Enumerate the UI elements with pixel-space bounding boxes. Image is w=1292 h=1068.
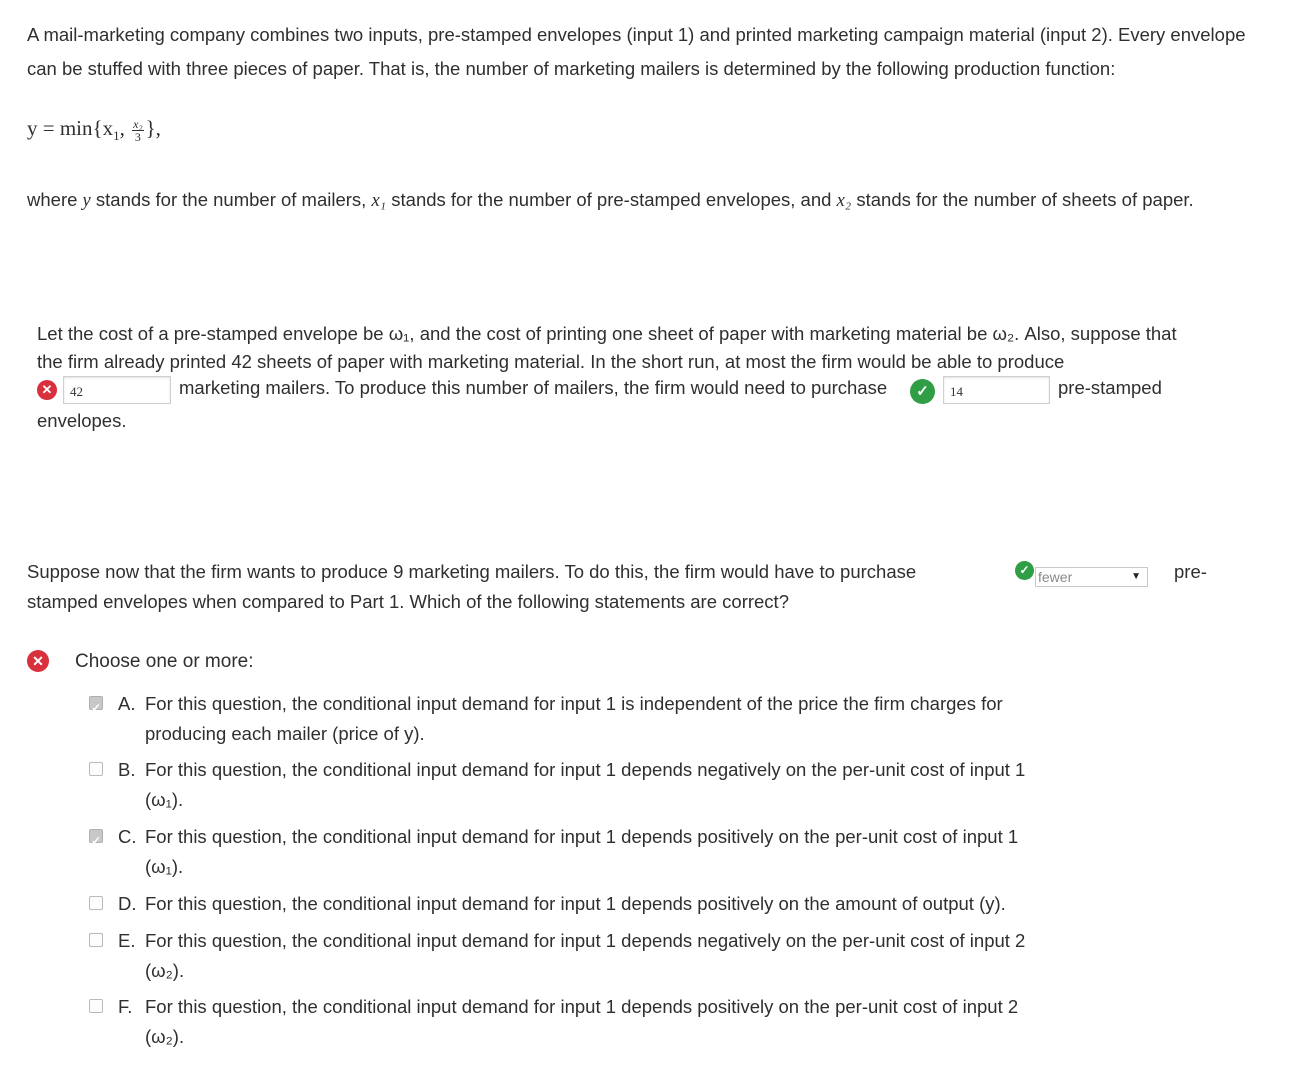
part1-tail-text: pre-stamped [1058, 377, 1162, 398]
option-text: For this question, the conditional input demand for input 1 depends negatively on the per-unit cost of input 2 [145, 930, 1026, 951]
option-text-cont: (ω₂). [145, 960, 185, 981]
choose-label: Choose one or more: [75, 651, 254, 672]
option-text-cont: producing each mailer (price of y). [145, 723, 425, 744]
checkbox-b[interactable] [89, 762, 103, 776]
correct-icon: ✓ [910, 379, 935, 404]
option-letter: C. [118, 826, 137, 847]
formula-comma: , [119, 116, 125, 140]
part2-after-text: pre- [1174, 561, 1207, 582]
var-y: y [82, 191, 91, 211]
where-text: stands for the number of pre-stamped envelopes, and [391, 189, 832, 210]
option-letter: E. [118, 930, 136, 951]
envelopes-input[interactable]: 14 [943, 376, 1050, 404]
checkbox-a[interactable] [89, 696, 103, 710]
wrong-icon: ✕ [27, 650, 49, 672]
part1-tail2-text: envelopes. [37, 410, 127, 431]
intro-text: A mail-marketing company combines two inputs, pre-stamped envelopes (input 1) and printed marketing campaign material (input 2). Every envelope can be stuffed with three pieces of paper. That is, the number of marketing mailers is determined by the following production function: [27, 24, 1246, 79]
wrong-icon: ✕ [37, 380, 57, 400]
where-text: where [27, 189, 78, 210]
var-x2: x₂ [836, 191, 852, 211]
option-letter: D. [118, 893, 137, 914]
mailers-input[interactable]: 42 [63, 376, 171, 404]
option-text-cont: (ω₁). [145, 856, 184, 877]
where-text: stands for the number of mailers, [95, 189, 367, 210]
formula-fraction [132, 118, 144, 143]
var-x1: x₁ [371, 191, 387, 211]
variable-definitions [27, 189, 1194, 212]
option-text: For this question, the conditional input demand for input 1 depends positively on the per-unit cost of input 1 [145, 826, 1019, 847]
option-text: For this question, the conditional input demand for input 1 is independent of the price the firm charges for [145, 693, 1003, 714]
option-letter: F. [118, 996, 133, 1017]
formula-sub: 1 [113, 128, 120, 144]
part2-row [27, 561, 1287, 612]
option-text-cont: (ω₂). [145, 1026, 185, 1047]
option-text: For this question, the conditional input demand for input 1 depends positively on the per-unit cost of input 2 [145, 996, 1019, 1017]
option-letter: B. [118, 759, 136, 780]
checkbox-f[interactable] [89, 999, 103, 1013]
option-text: For this question, the conditional input demand for input 1 depends negatively on the per-unit cost of input 1 [145, 759, 1026, 780]
checkbox-c[interactable] [89, 829, 103, 843]
correct-icon: ✓ [1015, 561, 1034, 580]
option-text: For this question, the conditional input demand for input 1 depends positively on the amount of output (y). [145, 893, 1006, 914]
part2-text: Suppose now that the firm wants to produce 9 marketing mailers. To do this, the firm would have to purchase [27, 561, 917, 582]
part1-mid-text: marketing mailers. To produce this number of mailers, the firm would need to purchase [179, 377, 888, 398]
part1-text: Let the cost of a pre-stamped envelope be ω₁, and the cost of printing one sheet of paper with marketing material be ω₂. Also, suppose that the firm already printed 42 sheets of paper with marketing material. In the short run, at most the firm would be able to produce [37, 323, 1177, 372]
part2-line2-text: stamped envelopes when compared to Part 1. Which of the following statements are correct? [27, 591, 789, 612]
dropdown-arrow-icon: ▼ [1131, 571, 1141, 582]
formula-lhs: y = min{x [27, 116, 114, 140]
checkbox-e[interactable] [89, 933, 103, 947]
option-text-cont: (ω₁). [145, 789, 184, 810]
fraction-denominator: 3 [134, 129, 141, 144]
formula-close: }, [145, 116, 161, 140]
option-letter: A. [118, 693, 136, 714]
where-text: stands for the number of sheets of paper. [856, 189, 1194, 210]
select-value: fewer [1038, 569, 1073, 585]
checkbox-d[interactable] [89, 896, 103, 910]
production-function [27, 116, 161, 144]
fraction-numerator: x₂ [133, 116, 143, 131]
comparison-select[interactable] [1035, 567, 1148, 587]
